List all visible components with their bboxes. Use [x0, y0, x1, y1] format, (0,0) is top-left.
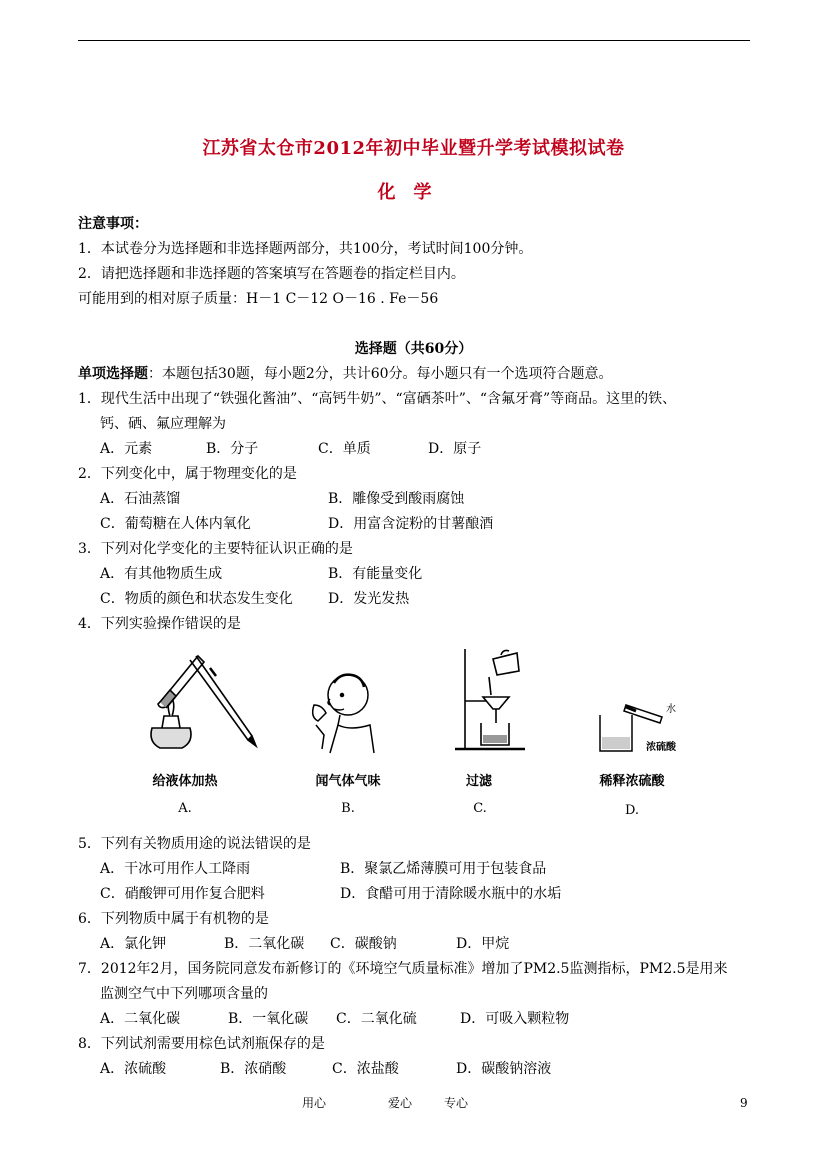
- figure-b-letter: B.: [341, 801, 355, 816]
- q6-option-b: B．二氧化碳: [224, 936, 305, 952]
- q6-option-a: A．氯化钾: [100, 936, 167, 952]
- q8-option-a: A．浓硫酸: [100, 1061, 167, 1077]
- figure-c-letter: C.: [473, 801, 487, 816]
- q3-option-b: B．有能量变化: [328, 566, 423, 582]
- footer-motto-2: 爱心: [388, 1096, 413, 1110]
- notes-item-1: 1．本试卷分为选择题和非选择题两部分，共100分，考试时间100分钟。: [78, 241, 533, 257]
- q6-option-c: C．碳酸钠: [330, 936, 397, 952]
- page-number: 9: [740, 1096, 748, 1110]
- section-intro-text: ：本题包括30题，每小题2分，共计60分。每小题只有一个选项符合题意。: [148, 366, 613, 382]
- figure-d-caption: 稀释浓硫酸: [599, 774, 665, 789]
- q7-option-b: B．一氧化碳: [228, 1011, 309, 1027]
- section-intro: [78, 365, 613, 383]
- q5-option-c: C．硝酸钾可用作复合肥料: [100, 886, 265, 902]
- q7-stem-line1: 7．2012年2月，国务院同意发布新修订的《环境空气质量标准》增加了PM2.5监测指标，PM2.5是用来: [78, 961, 728, 977]
- q6-option-d: D．甲烷: [456, 936, 510, 952]
- q7-stem-line2: 监测空气中下列哪项含量的: [100, 986, 268, 1002]
- figure-d-letter: D.: [624, 803, 640, 818]
- heating-liquid-figure: [140, 640, 270, 755]
- atomic-mass-line: 可能用到的相对原子质量：H－1 C－12 O－16 . Fe－56: [78, 291, 439, 307]
- q1-option-b: B．分子: [206, 441, 259, 457]
- q1-option-c: C．单质: [318, 441, 371, 457]
- smelling-gas-figure: [300, 665, 390, 755]
- q1-option-a: A．元素: [100, 441, 153, 457]
- figure-a-caption: 给液体加热: [152, 774, 218, 789]
- q7-option-a: A．二氧化碳: [100, 1011, 181, 1027]
- q5-option-a: A．干冰可用作人工降雨: [100, 861, 251, 877]
- section-heading: 选择题（共60分）: [354, 341, 473, 357]
- notes-item-2: 2．请把选择题和非选择题的答案填写在答题卷的指定栏目内。: [78, 266, 465, 282]
- q1-stem-line2: 钙、硒、氟应理解为: [100, 416, 226, 432]
- q8-option-c: C．浓盐酸: [332, 1061, 399, 1077]
- q7-option-c: C．二氧化硫: [336, 1011, 417, 1027]
- q5-option-b: B．聚氯乙烯薄膜可用于包装食品: [340, 861, 547, 877]
- figure-b-caption: 闻气体气味: [315, 774, 381, 789]
- figure-a-letter: A.: [178, 801, 192, 816]
- q7-option-d: D．可吸入颗粒物: [460, 1011, 570, 1027]
- q4-stem: 4．下列实验操作错误的是: [78, 616, 241, 632]
- footer-motto-1: 用心: [302, 1096, 327, 1110]
- filtration-figure: [445, 645, 535, 755]
- section-intro-label: 单项选择题: [78, 366, 148, 382]
- q2-option-a: A．石油蒸馏: [100, 491, 181, 507]
- q2-stem: 2．下列变化中，属于物理变化的是: [78, 466, 297, 482]
- acid-label: 浓硫酸: [646, 742, 676, 753]
- water-label: 水: [666, 704, 676, 715]
- subject-title: 化学: [377, 182, 450, 203]
- q5-option-d: D．食醋可用于清除暖水瓶中的水垢: [340, 886, 562, 902]
- q2-option-d: D．用富含淀粉的甘薯酿酒: [328, 516, 494, 532]
- page-title: 江苏省太仓市2012年初中毕业暨升学考试模拟试卷: [202, 138, 625, 159]
- q5-stem: 5．下列有关物质用途的说法错误的是: [78, 836, 311, 852]
- q3-option-d: D．发光发热: [328, 591, 410, 607]
- q1-option-d: D．原子: [428, 441, 482, 457]
- q3-stem: 3．下列对化学变化的主要特征认识正确的是: [78, 541, 353, 557]
- footer-motto-3: 专心: [444, 1096, 469, 1110]
- q8-option-d: D．碳酸钠溶液: [456, 1061, 552, 1077]
- q3-option-c: C．物质的颜色和状态发生变化: [100, 591, 293, 607]
- figure-c-caption: 过滤: [465, 774, 492, 789]
- q2-option-b: B．雕像受到酸雨腐蚀: [328, 491, 465, 507]
- q1-stem-line1: 1．现代生活中出现了“铁强化酱油”、“高钙牛奶”、“富硒茶叶”、“含氟牙膏”等商品。这里的铁、: [78, 391, 677, 407]
- q8-stem: 8．下列试剂需要用棕色试剂瓶保存的是: [78, 1036, 325, 1052]
- q8-option-b: B．浓硝酸: [220, 1061, 287, 1077]
- q3-option-a: A．有其他物质生成: [100, 566, 223, 582]
- q6-stem: 6．下列物质中属于有机物的是: [78, 911, 269, 927]
- header-rule: [78, 40, 750, 41]
- notes-heading: 注意事项：: [78, 216, 148, 232]
- q2-option-c: C．葡萄糖在人体内氧化: [100, 516, 251, 532]
